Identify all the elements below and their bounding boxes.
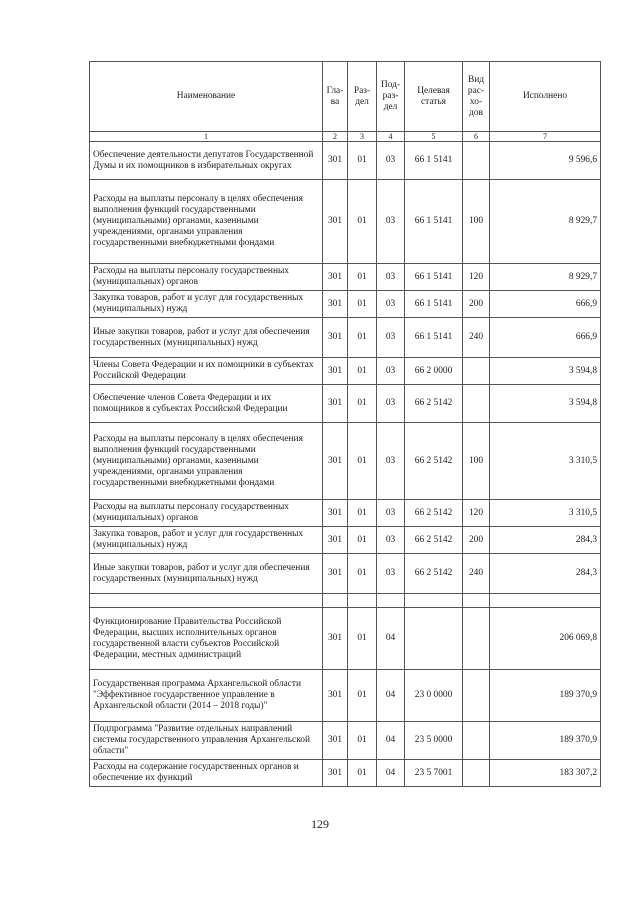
row-target-article: 23 5 0000: [405, 722, 463, 760]
row-expense-type: 240: [463, 554, 490, 594]
row-section: 01: [348, 180, 377, 264]
table-row: [90, 554, 601, 594]
header-target-article: Целевая статья: [405, 62, 463, 132]
row-subsection: 03: [377, 527, 405, 554]
row-target-article: 23 5 7001: [405, 760, 463, 787]
row-chapter: [323, 594, 348, 608]
row-target-article: 66 2 5142: [405, 423, 463, 500]
row-expense-type: [463, 670, 490, 722]
row-subsection: 04: [377, 670, 405, 722]
row-chapter: 301: [323, 760, 348, 787]
row-chapter: 301: [323, 722, 348, 760]
row-amount: 284,3: [490, 527, 601, 554]
row-target-article: 66 1 5141: [405, 318, 463, 358]
table-row: [90, 318, 601, 358]
row-chapter: 301: [323, 318, 348, 358]
column-number: 2: [323, 132, 348, 142]
row-target-article: [405, 608, 463, 670]
row-section: 01: [348, 318, 377, 358]
header-name: Наименование: [90, 62, 323, 132]
row-name: Государственная программа Архангельской области "Эффективное государственное управление в Архангельской области (2014 – 2018 годы)": [90, 670, 323, 722]
row-expense-type: 200: [463, 527, 490, 554]
row-name: Функционирование Правительства Российской Федерации, высших исполнительных органов государственной власти субъектов Российской Федерации, местных администраций: [90, 608, 323, 670]
row-amount: 189 370,9: [490, 722, 601, 760]
row-expense-type: 200: [463, 291, 490, 318]
table-row: [90, 180, 601, 264]
row-section: 01: [348, 385, 377, 423]
row-expense-type: [463, 760, 490, 787]
column-number: 6: [463, 132, 490, 142]
table-body: [90, 142, 601, 787]
table-row: [90, 264, 601, 291]
table-row: [90, 760, 601, 787]
row-target-article: 66 1 5141: [405, 142, 463, 180]
table-row: [90, 142, 601, 180]
budget-table: [89, 61, 601, 787]
row-expense-type: [463, 358, 490, 385]
row-expense-type: [463, 722, 490, 760]
column-number: 1: [90, 132, 323, 142]
row-chapter: 301: [323, 264, 348, 291]
row-expense-type: [463, 142, 490, 180]
header-row: [90, 62, 601, 132]
row-chapter: 301: [323, 608, 348, 670]
row-section: 01: [348, 291, 377, 318]
row-subsection: 03: [377, 385, 405, 423]
row-expense-type: 120: [463, 500, 490, 527]
row-amount: [490, 594, 601, 608]
row-section: 01: [348, 423, 377, 500]
row-subsection: 03: [377, 318, 405, 358]
row-subsection: 03: [377, 264, 405, 291]
row-expense-type: [463, 385, 490, 423]
column-number-row: [90, 132, 601, 142]
row-amount: 3 310,5: [490, 423, 601, 500]
row-section: [348, 594, 377, 608]
row-amount: 3 594,8: [490, 358, 601, 385]
row-amount: 8 929,7: [490, 264, 601, 291]
table-row: [90, 608, 601, 670]
row-name: Члены Совета Федерации и их помощники в субъектах Российской Федерации: [90, 358, 323, 385]
table-row: [90, 358, 601, 385]
table-row: [90, 670, 601, 722]
row-subsection: 03: [377, 180, 405, 264]
column-number: 4: [377, 132, 405, 142]
row-section: 01: [348, 722, 377, 760]
row-target-article: 66 2 0000: [405, 358, 463, 385]
row-section: 01: [348, 608, 377, 670]
row-section: 01: [348, 358, 377, 385]
row-name: Расходы на выплаты персоналу государственных (муниципальных) органов: [90, 500, 323, 527]
row-target-article: [405, 594, 463, 608]
header-executed: Исполнено: [490, 62, 601, 132]
row-name: Иные закупки товаров, работ и услуг для обеспечения государственных (муниципальных) нужд: [90, 318, 323, 358]
row-section: 01: [348, 670, 377, 722]
row-name: Обеспечение членов Совета Федерации и их помощников в субъектах Российской Федерации: [90, 385, 323, 423]
row-subsection: 03: [377, 142, 405, 180]
table-row: [90, 594, 601, 608]
row-amount: 9 596,6: [490, 142, 601, 180]
row-chapter: 301: [323, 423, 348, 500]
row-chapter: 301: [323, 500, 348, 527]
row-target-article: 66 2 5142: [405, 554, 463, 594]
row-subsection: 03: [377, 500, 405, 527]
row-amount: 666,9: [490, 291, 601, 318]
row-chapter: 301: [323, 180, 348, 264]
row-chapter: 301: [323, 291, 348, 318]
row-section: 01: [348, 527, 377, 554]
row-subsection: 03: [377, 291, 405, 318]
row-target-article: 66 2 5142: [405, 527, 463, 554]
row-amount: 189 370,9: [490, 670, 601, 722]
header-section: Раз- дел: [348, 62, 377, 132]
row-name: Закупка товаров, работ и услуг для государственных (муниципальных) нужд: [90, 527, 323, 554]
row-amount: 206 069,8: [490, 608, 601, 670]
row-name: Расходы на выплаты персоналу в целях обеспечения выполнения функций государственными (муниципальными) органами, казенными учреждениями, органами управления государственными внебюджетными фондами: [90, 180, 323, 264]
row-name: Расходы на выплаты персоналу государственных (муниципальных) органов: [90, 264, 323, 291]
row-name: Подпрограмма "Развитие отдельных направлений системы государственного управления Архангельской области": [90, 722, 323, 760]
row-expense-type: 240: [463, 318, 490, 358]
row-target-article: 66 1 5141: [405, 180, 463, 264]
header-subsection: Под- раз- дел: [377, 62, 405, 132]
column-number: 3: [348, 132, 377, 142]
row-section: 01: [348, 554, 377, 594]
row-section: 01: [348, 500, 377, 527]
row-section: 01: [348, 264, 377, 291]
row-subsection: [377, 594, 405, 608]
row-chapter: 301: [323, 358, 348, 385]
row-chapter: 301: [323, 554, 348, 594]
row-amount: 3 310,5: [490, 500, 601, 527]
table-row: [90, 722, 601, 760]
row-amount: 8 929,7: [490, 180, 601, 264]
row-amount: 284,3: [490, 554, 601, 594]
row-subsection: 03: [377, 423, 405, 500]
row-name: Обеспечение деятельности депутатов Государственной Думы и их помощников в избирательных округах: [90, 142, 323, 180]
row-subsection: 03: [377, 554, 405, 594]
row-target-article: 66 1 5141: [405, 264, 463, 291]
row-target-article: 66 2 5142: [405, 500, 463, 527]
row-chapter: 301: [323, 385, 348, 423]
row-target-article: 23 0 0000: [405, 670, 463, 722]
row-amount: 183 307,2: [490, 760, 601, 787]
row-chapter: 301: [323, 142, 348, 180]
column-number: 5: [405, 132, 463, 142]
header-chapter: Гла- ва: [323, 62, 348, 132]
column-number: 7: [490, 132, 601, 142]
row-expense-type: 100: [463, 180, 490, 264]
row-section: 01: [348, 760, 377, 787]
table-row: [90, 291, 601, 318]
table-row: [90, 423, 601, 500]
row-subsection: 04: [377, 608, 405, 670]
row-subsection: 03: [377, 358, 405, 385]
page-number: 129: [311, 817, 329, 831]
row-name: [90, 594, 323, 608]
table-row: [90, 500, 601, 527]
row-chapter: 301: [323, 670, 348, 722]
row-expense-type: 120: [463, 264, 490, 291]
row-chapter: 301: [323, 527, 348, 554]
table-row: [90, 385, 601, 423]
row-expense-type: [463, 608, 490, 670]
row-amount: 666,9: [490, 318, 601, 358]
row-expense-type: [463, 594, 490, 608]
row-name: Расходы на выплаты персоналу в целях обеспечения выполнения функций государственными (муниципальными) органами, казенными учреждениями, органами управления государственными внебюджетными фондами: [90, 423, 323, 500]
row-name: Расходы на содержание государственных органов и обеспечение их функций: [90, 760, 323, 787]
row-name: Закупка товаров, работ и услуг для государственных (муниципальных) нужд: [90, 291, 323, 318]
row-target-article: 66 1 5141: [405, 291, 463, 318]
row-subsection: 04: [377, 722, 405, 760]
row-target-article: 66 2 5142: [405, 385, 463, 423]
row-section: 01: [348, 142, 377, 180]
row-name: Иные закупки товаров, работ и услуг для обеспечения государственных (муниципальных) нужд: [90, 554, 323, 594]
row-expense-type: 100: [463, 423, 490, 500]
header-expense-type: Вид рас- хо- дов: [463, 62, 490, 132]
table-row: [90, 527, 601, 554]
row-amount: 3 594,8: [490, 385, 601, 423]
row-subsection: 04: [377, 760, 405, 787]
